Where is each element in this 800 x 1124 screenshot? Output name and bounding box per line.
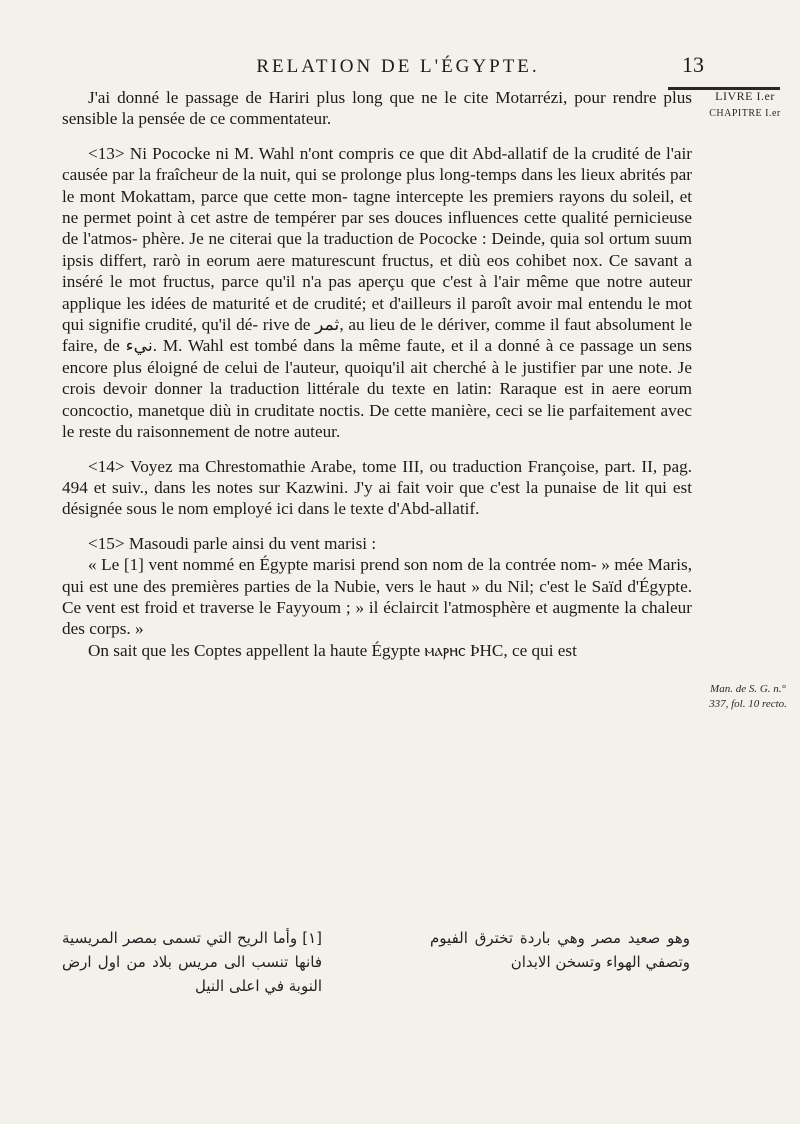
arabic-text-left: [١] وأما الريح التي تسمى بمصر المريسية فانها تنسب الى مريس بلاد من اول ارض النوبة في اعلى النيل bbox=[62, 929, 322, 995]
arabic-text-right: وهو صعيد مصر وهي باردة تخترق الفيوم وتصفي الهواء وتسخن الابدان bbox=[430, 929, 690, 971]
body-text bbox=[62, 87, 692, 661]
note-14: <14> Voyez ma Chrestomathie Arabe, tome III, ou traduction Françoise, part. II, pag. 494 et suiv., dans les notes sur Kazwini. J'y ai fait voir que c'est la punaise de lit qui est désignée sous le nom employé ici dans le texte d'Abd-allatif. bbox=[62, 456, 692, 519]
margin-livre: LIVRE I.er bbox=[715, 89, 775, 103]
note-15-intro: <15> Masoudi parle ainsi du vent marisi : bbox=[88, 533, 377, 553]
coptes-paragraph: On sait que les Coptes appellent la haute Égypte ⲙⲁⲣⲏⲥ ϷΗС, ce qui est bbox=[88, 640, 577, 660]
paragraph-hariri: J'ai donné le passage de Hariri plus long que ne le cite Motarrézi, pour rendre plus sensible la pensée de ce commentateur. bbox=[62, 88, 692, 129]
page-number: 13 bbox=[682, 52, 704, 77]
masoudi-quotation: « Le [1] vent nommé en Égypte marisi prend son nom de la contrée nom- » mée Maris, qui est une des premières parties de la Nubie, vers le haut » du Nil; c'est le Saïd d'Égypte. Ce vent est froid et traverse le Fayyoum ; » il éclaircit l'atmosphère et augmente la chaleur des corps. » bbox=[62, 555, 692, 639]
running-head: RELATION DE L'ÉGYPTE. bbox=[256, 56, 540, 77]
margin-chapitre: CHAPITRE I.er bbox=[709, 108, 781, 119]
note-13: <13> Ni Pococke ni M. Wahl n'ont compris ce que dit Abd-allatif de la crudité de l'air causée par la fraîcheur de la nuit, qui se prolonge plus long-temps dans les lieux abrités par le mont Mokattam, parce que cette mon- tagne intercepte les premiers rayons du soleil, et ne permet point à cet astre de tempérer par ses douces influences cette qualité pernicieuse de l'atmos- phère. Je ne citerai que la traduction de Pococke : Deinde, quia sol ortum suum ipsis differt, rarò in eorum aere maturescunt fructus, et diù eos cohibet nox. Ce savant a inséré le mot fructus, parce qu'il n'a pas aperçu que c'est à l'air même que notre auteur applique les idées de maturité et de crudité; et d'ailleurs il paroît avoir mal entendu le mot qui signifie crudité, qu'il dé- rive de ثمر, au lieu de le dériver, comme il faut absolument le faire, de نيء. M. Wahl est tombé dans la même faute, et il a donné à ce passage un sens encore plus éloigné de celui de l'auteur, quoiqu'il ait cherché à le justifier par une note. Je crois devoir donner la traduction littérale du texte en latin: Raraque est in aere eorum concoctio, manetque diù in cruditate noctis. De cette manière, ceci se lie parfaitement avec le reste du raisonnement de notre auteur. bbox=[62, 143, 692, 442]
margin-manuscript-reference: Man. de S. G. n.° 337, fol. 10 recto. bbox=[709, 683, 787, 710]
